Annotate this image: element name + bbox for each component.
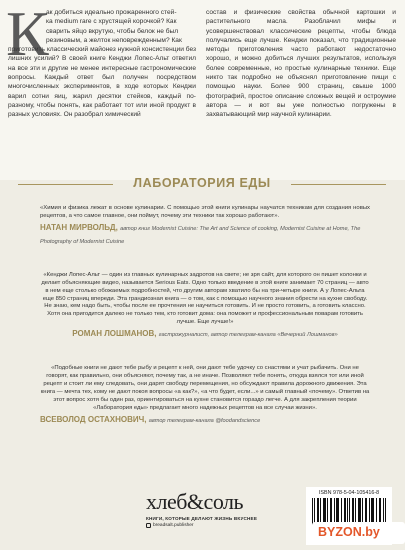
intro-left-column [8,8,196,120]
social-handle: breadsalt.publisher [153,523,194,528]
publisher-logo [146,489,266,528]
dropcap-letter: К [6,0,49,69]
author-bio: автор телеграм-канала @foodandscience [148,417,261,424]
author-bio: автор книг Modernist Cuisine: The Art and Science of cooking, Modernist Cuisine at Home, The Photography of Modernist Cuisine [40,225,361,245]
intro-line: ка medium rare с хрустящей корочкой? Как [46,18,177,26]
author-name: НАТАН МИРВОЛЬД, [40,222,118,232]
watermark-badge: BYZON.by [312,522,405,544]
intro-panel [0,0,405,180]
intro-right-column [206,8,396,120]
page-title: ЛАБОРАТОРИЯ ЕДЫ [133,176,271,190]
publisher-tagline: КНИГИ, КОТОРЫЕ ДЕЛАЮТ ЖИЗНЬ ВКУСНЕЕ [146,516,258,521]
review-quote: «Химия и физика лежат в основе кулинарии. С помощью этой книги кулинары научатся техникам для создания новых рецептов, а что самое главное, они поймут, почему эти техники так хорошо работают». [40,205,370,219]
author-name: РОМАН ЛОШМАНОВ, [72,329,157,339]
intro-paragraph: состав и физические свойства обычной картошки и растительного масла. Разоблачил мифы и усовершенствовал классические рецепты, чтобы блюда получались еще лучше. Кенджи показал, что традиционные методы приготовления часто работают недостаточно хорошо, и можно добиться лучших результатов, используя более современные, но простые кулинарные техники. Еще никто так подробно не объяснял приготовление пищи с помощью науки. Более 900 страниц, свыше 1000 фотографий, простое описание сложных вещей и остроумие автора — и вот вы уже полностью погружены в захватывающий мир научной кулинарии. [206,9,396,119]
review-author [40,328,370,341]
reviews-list [40,205,370,433]
heading-rule-right [291,184,386,185]
intro-line: резиновым, а желток неповрежденным? Как [46,36,182,44]
review-item [40,365,370,426]
author-name: ВСЕВОЛОД ОСТАХНОВИЧ, [40,414,147,424]
publisher-name: хлеб&соль [146,489,244,514]
review-author [40,222,370,248]
intro-line: сварить яйцо вкрутую, чтобы белок не был [46,27,179,35]
intro-line: ак добиться идеально прожаренного стей- [46,9,177,16]
isbn-text: ISBN 978-5-04-105416-8 [318,490,380,496]
instagram-icon [146,523,151,528]
review-quote: «Кенджи Лопес-Альт — один из главных кулинарных задротов на свете; не зря сайт, для которого он пишет колонки и делает объясняющие видео, называется Serious Eats. Одно только введение в этой книге занимает 70 страниц — авто в нем еще столько обожаемых подробностей, что другим авторам хватило бы на три-четыре книги. А у Лопес-Альта еще 850 страниц впереди. Эта грандиозная книга — о том, как с помощью научного знания обрести на кухне свободу. Не знаю, кем надо быть, чтобы после ее прочтения не научиться готовить. И не просто готовить, а готовить классно. Хотя она пригодится далеко не только тем, кто готовит дома: она поможет и профессиональным поварам готовить лучше. Еще лучше!» [41,271,369,326]
review-quote: «Подобные книги не дают тебе рыбу и рецепт к ней, они дают тебе удочку со снастями и учат рыбачить. Они не говорят, как правильно, они объясняют, почему так, а не иначе. Позволяют тебе понять, откуда взялся тот или иной рецепт и стоит ли ему следовать, они дарят свободу перемещения, но обсуждают правила дорожного движения. Эта книга — мечта тех, кому не дают покоя вопросы «а как?», «а что будет, если...» и самый главный «почему». Ответив на этот вопрос хотя бы один раз, ориентироваться на кухне становится гораздо легче. А для закрепления теории «Лаборатория еды» предлагает много надежных рецептов на все случаи жизни». [40,365,370,411]
section-heading [18,174,386,194]
review-author [40,414,370,427]
review-item [40,272,370,341]
intro-paragraph: приготовить классический майонез нужной консистенции без лишних усилий? В своей книге Кенджи Лопес-Альт ответил на все эти и другие не менее интересные гастрономические вопросы. Каждый ответ был получен посредством многочисленных экспериментов, в ходе которых Кенджи варил сотни яиц, жарил десятки стейков, каждый по-разному, чтобы понять, как работает тот или иной продукт в разных условиях. Он разобрал химический [8,46,196,119]
author-bio: гастрожурналист, автор телеграм-канала «Вечерний Лошманов» [158,332,338,339]
publisher-social [146,523,266,528]
review-item [40,205,370,248]
